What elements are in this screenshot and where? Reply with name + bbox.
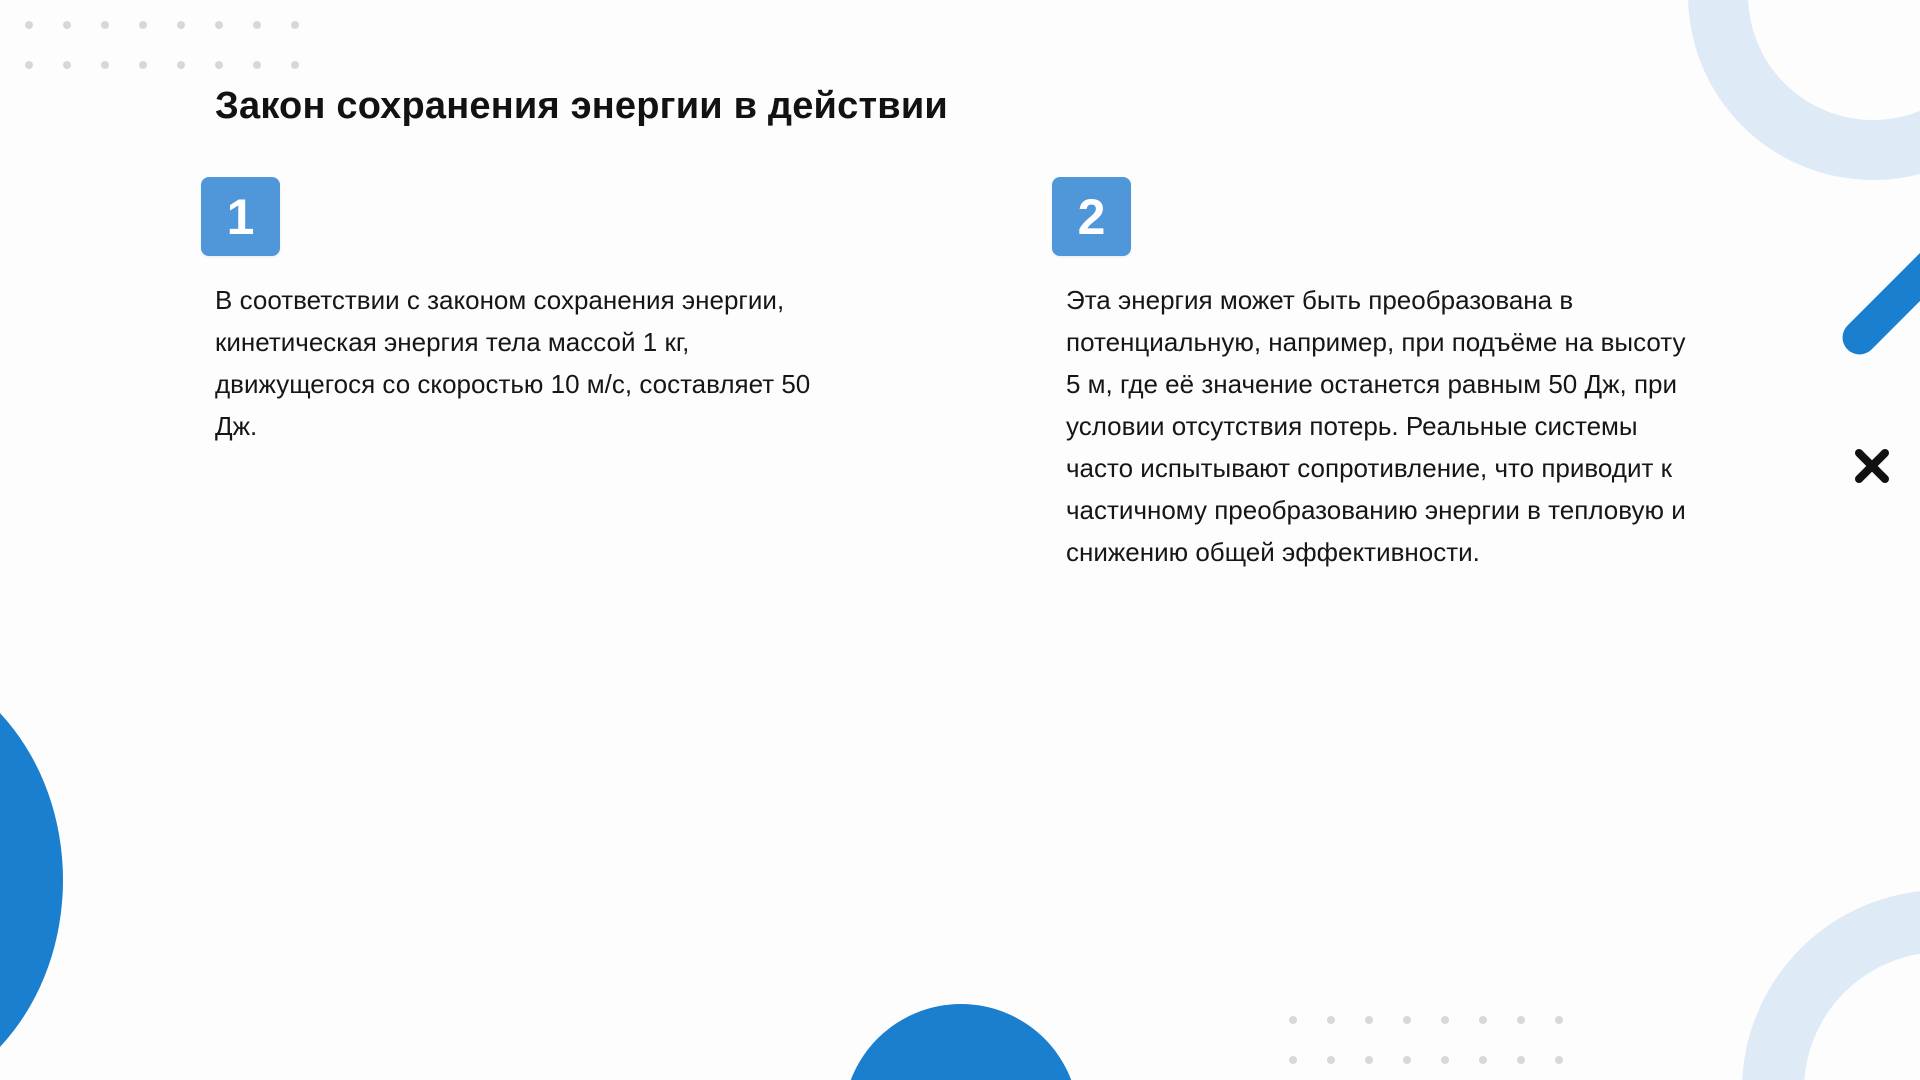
number-badge: 2 bbox=[1052, 177, 1131, 256]
info-card bbox=[1052, 177, 1692, 573]
card-text: Эта энергия может быть преобразована в потенциальную, например, при подъёме на высоту 5 м, где её значение останется равным 50 Дж, при условии отсутствия потерь. Реальные системы часто испытывают сопротивление, что приводит к частичному преобразованию энергии в тепловую и снижению общей эффективности. bbox=[1066, 285, 1686, 567]
ring-decoration bbox=[1742, 890, 1920, 1080]
number-badge: 1 bbox=[201, 177, 280, 256]
ring-decoration bbox=[1688, 0, 1920, 180]
info-card bbox=[201, 177, 841, 447]
card-text: В соответствии с законом сохранения энергии, кинетическая энергия тела массой 1 кг, движущегося со скоростью 10 м/с, составляет 50 Дж. bbox=[215, 285, 811, 441]
dot-grid-decoration bbox=[25, 21, 299, 69]
page-title: Закон сохранения энергии в действии bbox=[215, 85, 948, 127]
circle-decoration bbox=[0, 655, 63, 1080]
circle-decoration bbox=[843, 1004, 1079, 1080]
slash-decoration bbox=[1835, 238, 1920, 361]
close-icon bbox=[1852, 446, 1892, 486]
dot-grid-decoration bbox=[1289, 1016, 1563, 1064]
